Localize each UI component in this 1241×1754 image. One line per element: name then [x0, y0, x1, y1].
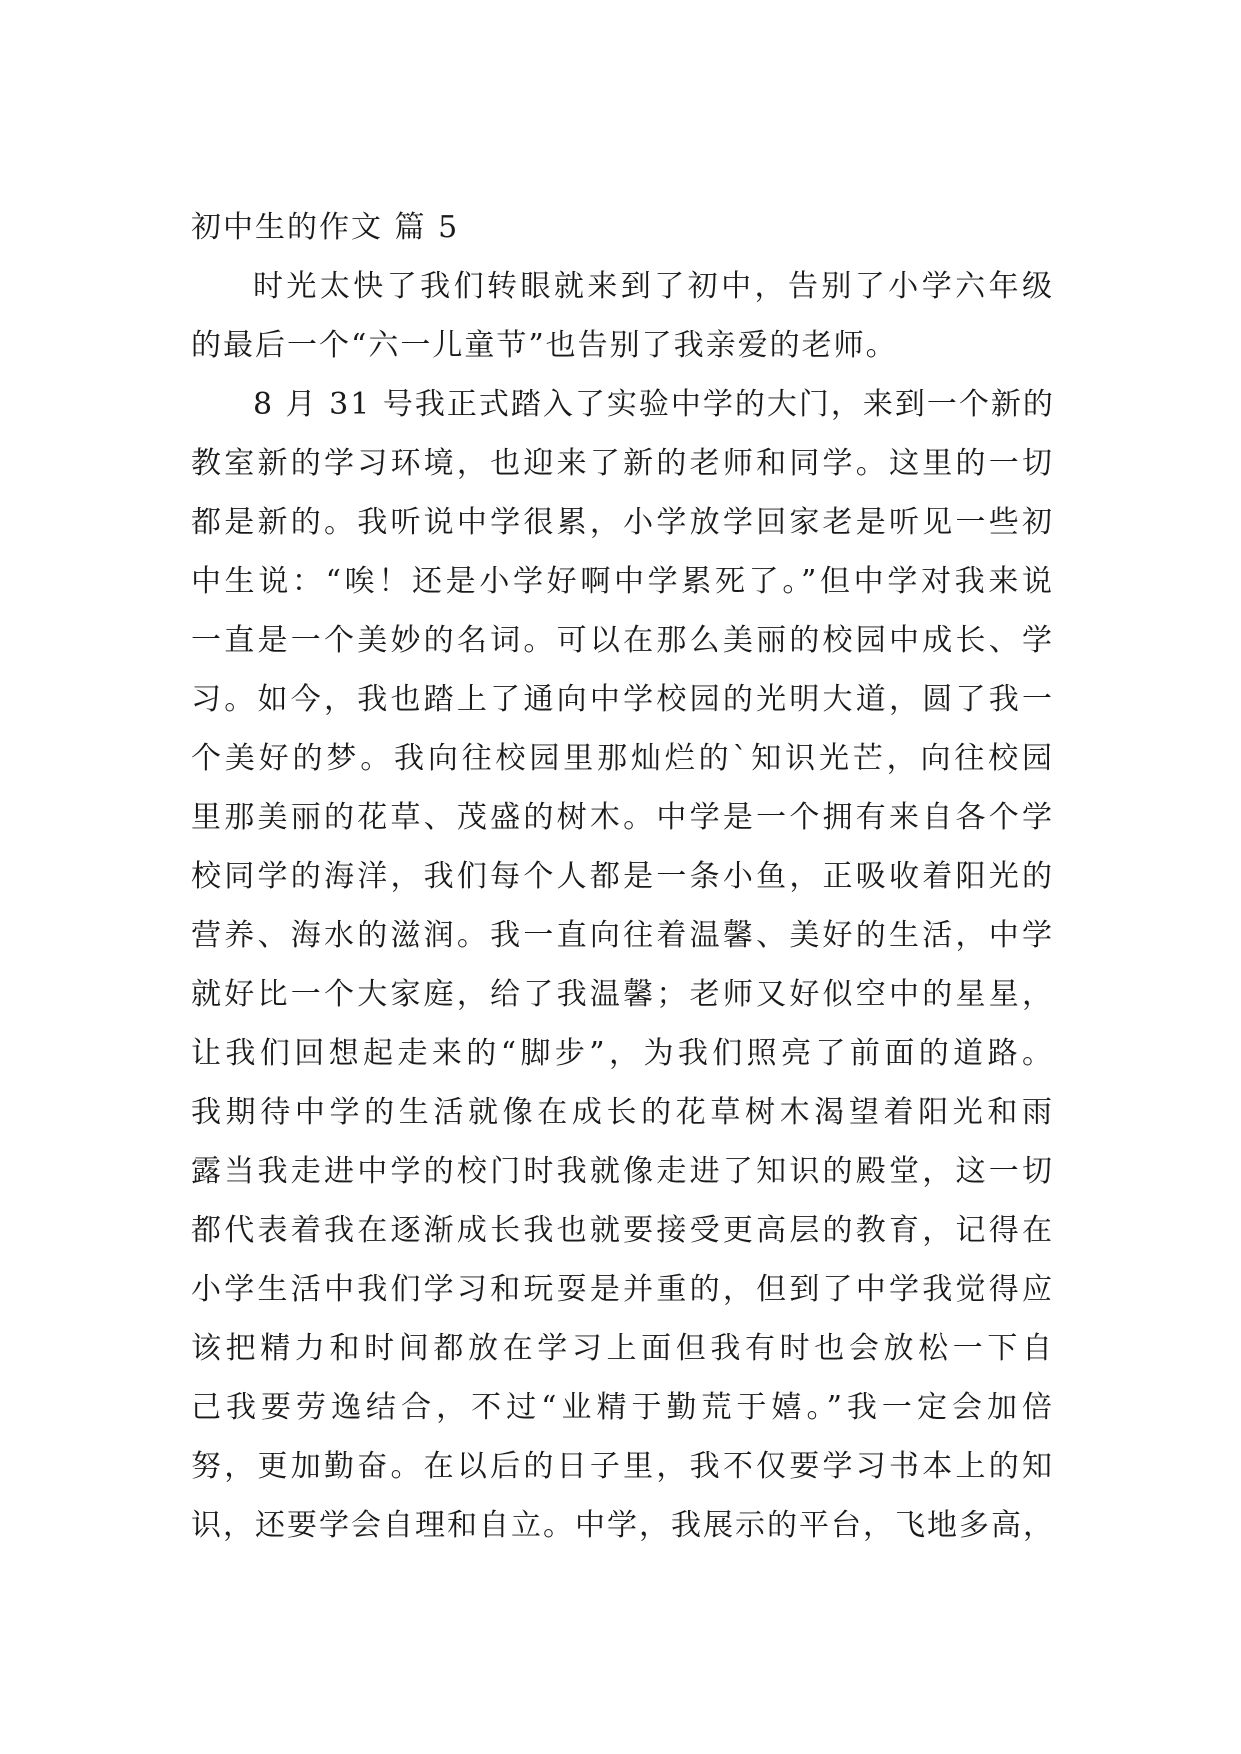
text-line: 我期待中学的生活就像在成长的花草树木渴望着阳光和雨 [191, 1095, 1054, 1130]
text-line: 的最后一个“六一儿童节”也告别了我亲爱的老师。 [191, 328, 898, 363]
text-line: 校同学的海洋，我们每个人都是一条小鱼，正吸收着阳光的 [191, 859, 1054, 894]
text-line: 里那美丽的花草、茂盛的树木。中学是一个拥有来自各个学 [191, 800, 1054, 835]
paragraph-1 [191, 257, 1054, 375]
text-line: 识，还要学会自理和自立。中学，我展示的平台，飞地多高， [191, 1508, 1055, 1543]
essay-body [191, 198, 1054, 1555]
text-line: 一直是一个美妙的名词。可以在那么美丽的校园中成长、学 [191, 623, 1054, 658]
text-line: 都代表着我在逐渐成长我也就要接受更高层的教育，记得在 [191, 1213, 1054, 1248]
text-line: 就好比一个大家庭，给了我温馨；老师又好似空中的星星， [191, 977, 1054, 1012]
text-line: 教室新的学习环境，也迎来了新的老师和同学。这里的一切 [191, 446, 1054, 481]
text-line: 己我要劳逸结合，不过“业精于勤荒于嬉。”我一定会加倍 [191, 1390, 1054, 1425]
text-line: 营养、海水的滋润。我一直向往着温馨、美好的生活，中学 [191, 918, 1054, 953]
essay-title: 初中生的作文 篇 5 [191, 210, 460, 245]
text-line: 8 月 31 号我正式踏入了实验中学的大门，来到一个新的 [253, 387, 1055, 422]
text-line: 时光太快了我们转眼就来到了初中，告别了小学六年级 [253, 269, 1054, 304]
text-line: 个美好的梦。我向往校园里那灿烂的`知识光芒，向往校园 [191, 741, 1054, 776]
text-line: 中生说：“唉！还是小学好啊中学累死了。”但中学对我来说 [191, 564, 1054, 599]
text-line: 露当我走进中学的校门时我就像走进了知识的殿堂，这一切 [191, 1154, 1054, 1189]
paragraph-2 [191, 375, 1054, 1555]
text-line: 让我们回想起走来的“脚步”，为我们照亮了前面的道路。 [191, 1036, 1054, 1071]
text-line: 努，更加勤奋。在以后的日子里，我不仅要学习书本上的知 [191, 1449, 1054, 1484]
text-line: 该把精力和时间都放在学习上面但我有时也会放松一下自 [191, 1331, 1054, 1366]
text-line: 小学生活中我们学习和玩耍是并重的，但到了中学我觉得应 [191, 1272, 1054, 1307]
text-line: 习。如今，我也踏上了通向中学校园的光明大道，圆了我一 [191, 682, 1054, 717]
text-line: 都是新的。我听说中学很累，小学放学回家老是听见一些初 [191, 505, 1054, 540]
